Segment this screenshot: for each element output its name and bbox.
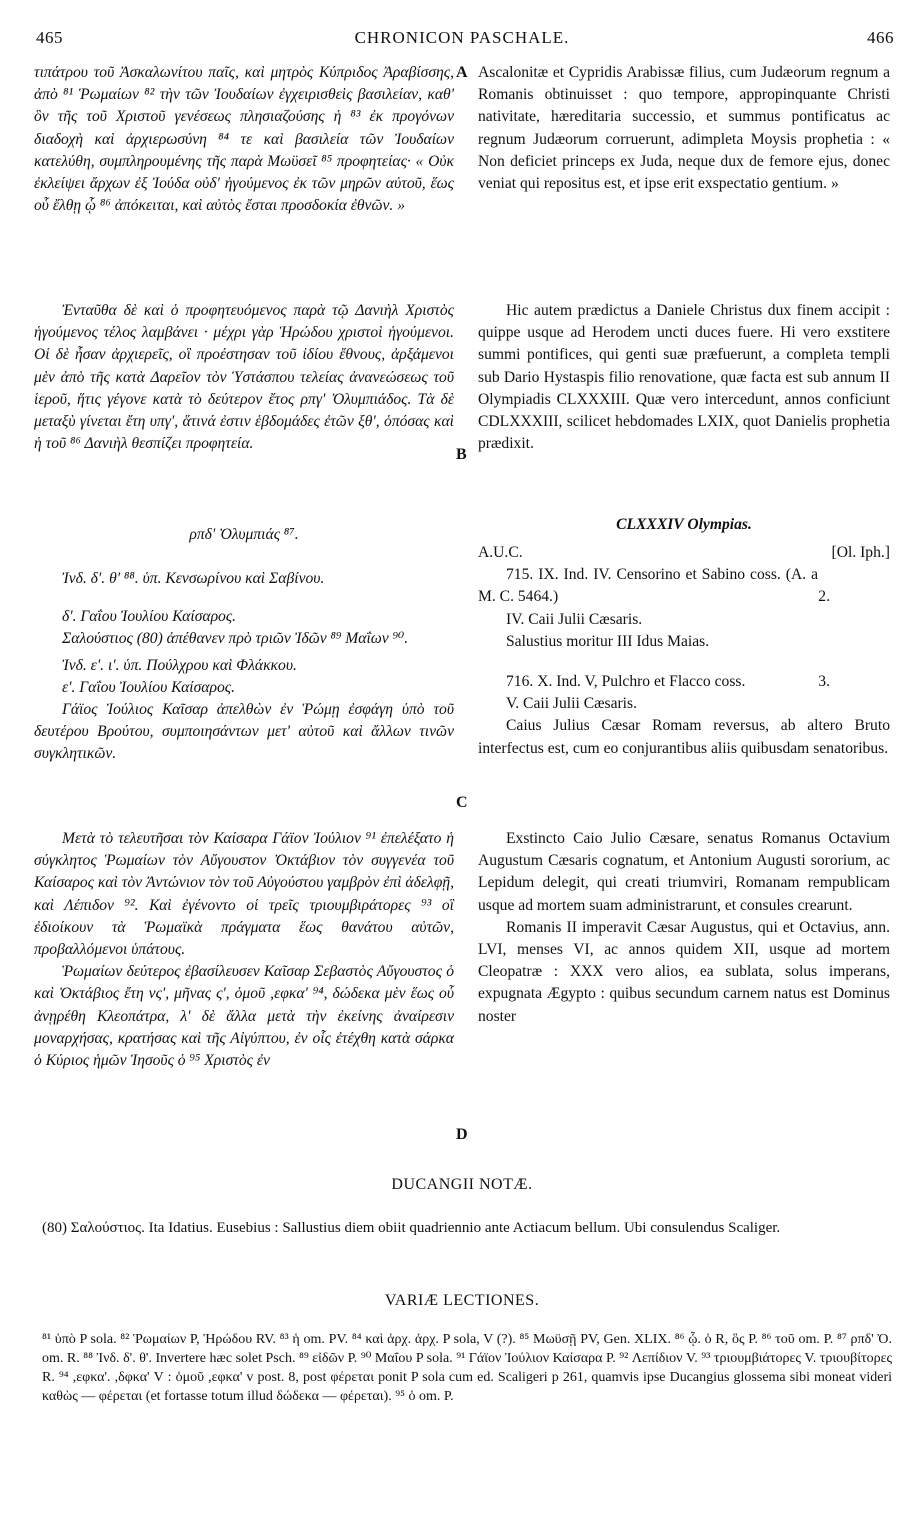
margin-marker-b: B (456, 446, 467, 463)
latin-paragraph: Hic autem prædictus a Daniele Christus dux finem accipit : quippe usque ad Herodem uncti duces fuere. Hi vero exstitere summi pontifices, qui genti suæ præfuerunt, a completa templi sub Dario Hystaspis filio renovatione, quæ facta est sub annum II Olympiadis CLXXXIII. Quæ vero intercedunt, annos conficiunt CDLXXXIII, scilicet hebdomades LXIX, quot Danielis prophetia prædixit. (478, 302, 890, 453)
latin-paragraph: Ascalonitæ et Cypridis Arabissæ filius, cum Judæorum regnum a Romanis obtinuisset : quo tempore, appropinquante Christi nativitate, hæreditaria successio, et summus pontificatus ac regnum Judæorum corruerunt, adimpleta Moysis prophetia : « Non deficiet princeps ex Juda, neque dux de femore ejus, donec veniat qui repositus est, et ipse erit exspectatio gentium. » (478, 64, 890, 193)
latin-chronology-block (478, 542, 890, 760)
greek-text-block-3 (34, 828, 454, 1072)
olympiad-heading: ρπδ' Ὀλυμπιάς ⁸⁷. (189, 526, 299, 543)
latin-entry: 715. IX. Ind. IV. Censorino et Sabino coss. (A. a M. C. 5464.) (478, 566, 818, 606)
greek-text-block-2 (34, 300, 454, 455)
greek-paragraph: Ῥωμαίων δεύτερος ἐβασίλευσεν Καῖσαρ Σεβαστὸς Αὔγουστος ὁ καὶ Ὀκτάβιος ἔτη νς', μῆνας ς', ὁμοῦ ,εφκα' ⁹⁴, δώδεκα μὲν ἕως οὗ ἀνῃρέθη Κλεοπάτρα, λ' δὲ ἄλλα μετὰ τὴν ἐκείνης ἀναίρεσιν μοναρχήσας, κρατήσας καὶ τῆς Αἰγύπτου, ἐν οἷς ἐτέχθη κατὰ σάρκα ὁ Κύριος ἡμῶν Ἰησοῦς ὁ ⁹⁵ Χριστὸς ἐν (34, 963, 454, 1070)
greek-paragraph: Ἐνταῦθα δὲ καὶ ὁ προφητευόμενος παρὰ τῷ Δανιὴλ Χριστὸς ἡγούμενος τέλος λαμβάνει · μέχρι γὰρ Ἡρώδου χριστοὶ ἡγούμενοι. Οἱ δὲ ἦσαν ἀρχιερεῖς, οἳ προέστησαν τοῦ ἰδίου ἔθνους, ἀρξάμενοι μὲν ἀπὸ τῆς κατὰ Δαρεῖον τὸν Ὑστάσπου τελείας ἀνανεώσεως τοῦ ἱεροῦ, ἥτις γέγονε κατὰ τὸ δεύτερον ἔτος ρπγ' Ὀλυμπιάδος. Τὰ δὲ μεταξὺ γίνεται ἔτη υπγ', ἅτινά ἐστιν ἑβδομάδες ἐτῶν ξθ', ὁπόσας καὶ ἡ τοῦ ⁸⁶ Δανιὴλ θεσπίζει προφητεία. (34, 302, 454, 453)
greek-line: Ἰνδ. δ'. θ' ⁸⁸. ὑπ. Κενσωρίνου καὶ Σαβίνου. (62, 570, 325, 587)
margin-marker-a: A (456, 64, 468, 81)
olympiad-label: [Ol. Iph.] (831, 544, 890, 561)
latin-text-block-2 (478, 300, 890, 455)
latin-line: IV. Caii Julii Cæsaris. (506, 610, 643, 628)
latin-text-block-3 (478, 828, 890, 1028)
latin-entry-number: 3. (818, 673, 830, 691)
latin-olympiad-heading (478, 514, 890, 536)
latin-auc-row (478, 542, 890, 564)
notes-heading: DUCANGII NOTÆ. (391, 1176, 533, 1193)
greek-chronology-block (34, 568, 454, 766)
latin-entry-number: 2. (818, 588, 830, 606)
left-page-number: 465 (36, 28, 63, 47)
variae-lectiones: ⁸¹ ὑπὸ P sola. ⁸² Ῥωμαίων P, Ἡρώδου RV. ⁸³ ἡ om. PV. ⁸⁴ καὶ ἀρχ. ἀρχ. P sola, V (?). ⁸⁵ Μωϋσῇ PV, Gen. XLIX. ⁸⁶ ᾧ. ὁ R, ὃς P. ⁸⁶ τοῦ om. P. ⁸⁷ ρπδ' Ὀ. om. R. ⁸⁸ Ἰνδ. δ'. θ'. Invertere hæc solet Psch. ⁸⁹ εἰδῶν P. ⁹⁰ Μαΐου P sola. ⁹¹ Γάϊον Ἰούλιον Καίσαρα P. ⁹² Λεπίδιον V. ⁹³ τριουμβιάτορες V. τριουβίτορες R. ⁹⁴ ,εφκα'. ,δφκα' V : ὁμοῦ ,εφκα' v post. 8, post φέρεται ponit P sola cum ed. Scaligeri p 261, quamvis ipse Ducangius glossema sibi moneat videri καθὼς — φέρεται (et fortasse totum illud δώδεκα — φέρεται). ⁹⁵ ὁ om. P. (42, 1332, 892, 1404)
latin-paragraph: Caius Julius Cæsar Romam reversus, ab altero Bruto interfectus est, cum eo conjurantibus aliis quibusdam senatoribus. (478, 717, 890, 757)
latin-line: Salustius moritur III Idus Maias. (506, 632, 710, 650)
latin-text-block-1 (478, 62, 890, 195)
latin-paragraph: Exstincto Caio Julio Cæsare, senatus Romanus Octavium Augustum Cæsaris cognatum, et Antonium Augusti sororium, ac Lepidum delegit, qui creati triumviri, Romanam rempublicam usque ad mortem suam administrarunt, et consules crearunt. (478, 830, 890, 914)
margin-marker-c: C (456, 794, 468, 811)
latin-entry-row (478, 564, 890, 608)
greek-paragraph: Μετὰ τὸ τελευτῆσαι τὸν Καίσαρα Γάϊον Ἰούλιον ⁹¹ ἐπελέξατο ἡ σύγκλητος Ῥωμαίων τὸν Αὔγουστον Ὀκτάβιον τὸν συγγενέα τοῦ Καίσαρος καὶ τὸν Ἀντώνιον τὸν τοῦ Αὐγούστου γαμβρὸν ἐπὶ ἀδελφῇ, καὶ Λέπιδον ⁹². Καὶ ἐγένοντο οἱ τρεῖς τριουμβιράτορες ⁹³ οἳ ἐδιοίκουν τὰ Ῥωμαϊκὰ πράγματα ἕως θανάτου αὐτῶν, προβαλλόμενοι ὑπάτους. (34, 830, 454, 959)
greek-line: Ἰνδ. ε'. ι'. ὑπ. Πούλχρου καὶ Φλάκκου. (62, 656, 297, 674)
auc-label: A.U.C. (478, 544, 523, 561)
greek-paragraph: Γάϊος Ἰούλιος Καῖσαρ ἀπελθὼν ἐν Ῥώμῃ ἐσφάγη ὑπὸ τοῦ δευτέρου Βρούτου, συμποιησάντων μετ' αὐτοῦ καὶ ἄλλων τινῶν συγκλητικῶν. (34, 701, 454, 763)
latin-entry: 716. X. Ind. V, Pulchro et Flacco coss. (506, 673, 746, 691)
page-header (0, 28, 924, 52)
olympiad-heading: CLXXXIV Olympias. (616, 516, 752, 533)
greek-olympiad-heading (34, 524, 454, 546)
margin-marker-d: D (456, 1126, 468, 1143)
latin-line: V. Caii Julii Cæsaris. (506, 695, 637, 713)
running-title: CHRONICON PASCHALE. (354, 28, 570, 47)
greek-paragraph: τιπάτρου τοῦ Ἀσκαλωνίτου παῖς, καὶ μητρὸς Κύπριδος Ἀραβίσσης, ἀπὸ ⁸¹ Ῥωμαίων ⁸² τὴν τῶν Ἰουδαίων ἐγχειρισθεὶς βασιλείαν, καθ' ὃν τῆς τοῦ Χριστοῦ γενέσεως πλησιαζούσης ἡ ⁸³ ἐκ προγόνων διαδοχὴ καὶ ἀρχιερωσύνη ⁸⁴ τε καὶ βασιλεία τῶν Ἰουδαίων κατελύθη, συμπληρουμένης τῆς παρὰ Μωϋσεῖ ⁸⁵ προφητείας· « Οὐκ ἐκλείψει ἄρχων ἐξ Ἰούδα οὐδ' ἡγούμενος ἐκ τῶν μηρῶν αὐτοῦ, ἕως οὗ ἔλθῃ ᾧ ⁸⁶ ἀπόκειται, καὶ αὐτὸς ἔσται προσδοκία ἐθνῶν. » (34, 64, 454, 215)
greek-line: Σαλούστιος (80) ἀπέθανεν πρὸ τριῶν Ἰδῶν ⁸⁹ Μαΐων ⁹⁰. (62, 630, 409, 648)
latin-paragraph: Romanis II imperavit Cæsar Augustus, qui et Octavius, ann. LVI, menses VI, ac annos quidem XII, usque ad mortem Cleopatræ : XXX vero alios, ea sublata, solus imperans, expugnata Ægypto : quibus secundum carnem natus est Dominus noster (478, 918, 890, 1025)
greek-line: δ'. Γαΐου Ἰουλίου Καίσαρος. (62, 608, 237, 626)
greek-line: ε'. Γαΐου Ἰουλίου Καίσαρος. (62, 678, 235, 696)
latin-entry-row (478, 671, 890, 693)
ducange-note: (80) Σαλούστιος. Ita Idatius. Eusebius : Sallustius diem obiit quadriennio ante Actiacum bellum. Ubi consulendus Scaliger. (42, 1220, 781, 1236)
variae-heading: VARIÆ LECTIONES. (384, 1292, 540, 1309)
greek-text-block-1 (34, 62, 454, 217)
right-page-number: 466 (867, 28, 894, 47)
